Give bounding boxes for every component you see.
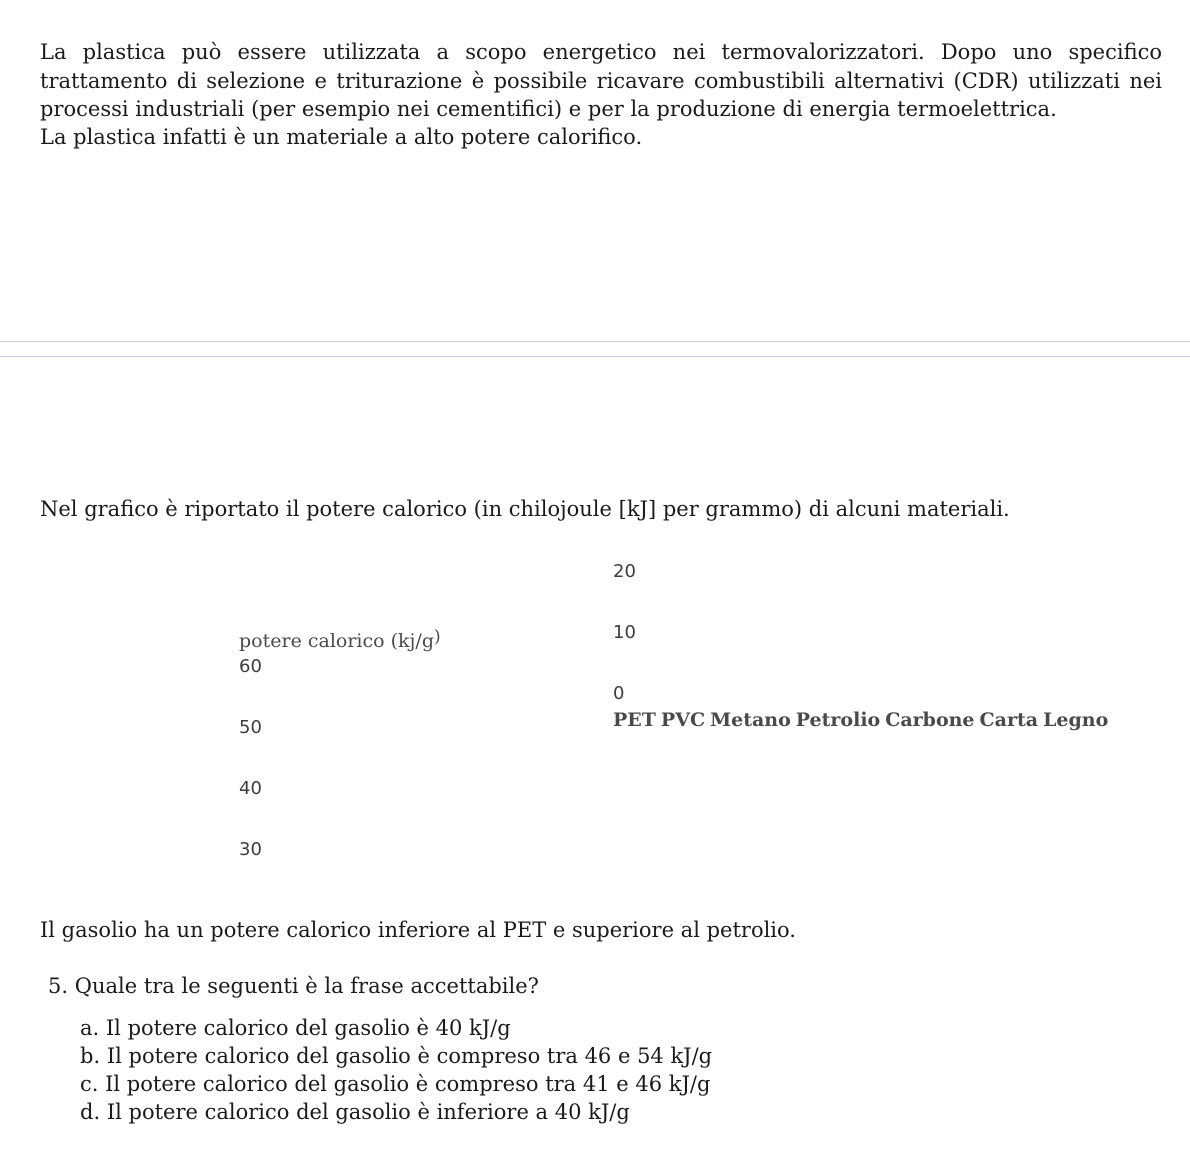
intro-second-line: La plastica infatti è un materiale a alto potere calorifico. xyxy=(40,125,643,149)
answer-option-letter: b. xyxy=(80,1044,101,1068)
category-metano: Metano xyxy=(710,709,791,731)
answer-options xyxy=(80,1014,712,1126)
y-tick-40: 40 xyxy=(239,778,262,799)
answer-option-letter: a. xyxy=(80,1016,100,1040)
category-pvc: PVC xyxy=(660,709,706,731)
chart-y-axis-label xyxy=(239,627,441,652)
category-petrolio: Petrolio xyxy=(795,709,881,731)
question-number: 5. xyxy=(48,974,69,998)
intro-paragraph: La plastica può essere utilizzata a scopo energetico nei termovalorizzatori. Dopo uno specifico trattamento di selezione e triturazione è possibile ricavare combustibili alternativi (CDR) utilizzati nei processi industriali (per esempio nei cementifici) e per la produzione di energia termoelettrica. xyxy=(40,40,1162,121)
answer-option-d xyxy=(80,1098,712,1126)
y-tick-50: 50 xyxy=(239,717,262,738)
divider-bottom xyxy=(0,356,1190,357)
category-carbone: Carbone xyxy=(885,709,975,731)
answer-option-text: Il potere calorico del gasolio è 40 kJ/g xyxy=(105,1016,511,1040)
answer-option-b xyxy=(80,1042,712,1070)
answer-option-c xyxy=(80,1070,712,1098)
chart-category-labels xyxy=(613,707,1109,734)
chart-y-axis-label-bracket: ) xyxy=(434,627,441,647)
answer-option-letter: c. xyxy=(80,1072,99,1096)
category-carta: Carta xyxy=(979,709,1039,731)
y-tick-10: 10 xyxy=(613,622,636,643)
y-tick-30: 30 xyxy=(239,839,262,860)
y-tick-20: 20 xyxy=(613,561,636,582)
category-legno: Legno xyxy=(1043,709,1109,731)
statement: Il gasolio ha un potere calorico inferiore al PET e superiore al petrolio. xyxy=(40,918,796,942)
category-pet: PET xyxy=(613,709,656,731)
answer-option-letter: d. xyxy=(80,1100,101,1124)
answer-option-text: Il potere calorico del gasolio è compreso tra 41 e 46 kJ/g xyxy=(105,1072,711,1096)
y-tick-0: 0 xyxy=(613,683,625,704)
answer-option-text: Il potere calorico del gasolio è compreso tra 46 e 54 kJ/g xyxy=(106,1044,713,1068)
chart-y-axis-label-text: potere calorico (kj/g xyxy=(239,630,434,652)
answer-option-text: Il potere calorico del gasolio è inferiore a 40 kJ/g xyxy=(106,1100,630,1124)
answer-option-a xyxy=(80,1014,712,1042)
graph-caption: Nel grafico è riportato il potere calorico (in chilojoule [kJ] per grammo) di alcuni materiali. xyxy=(40,497,1010,521)
question-text: Quale tra le seguenti è la frase accettabile? xyxy=(74,974,539,998)
question-title xyxy=(48,972,539,1000)
divider-top xyxy=(0,341,1190,342)
y-tick-60: 60 xyxy=(239,656,262,677)
